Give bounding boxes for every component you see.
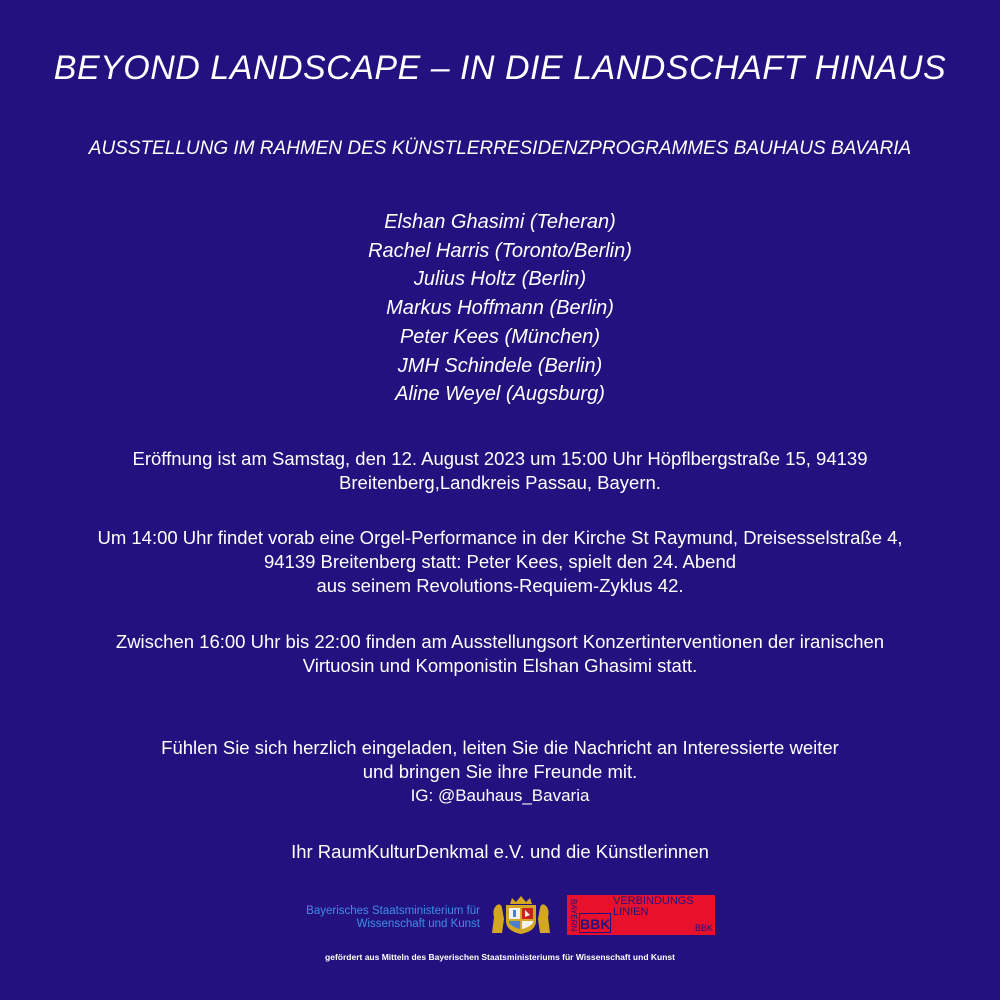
concerts-line: Virtuosin und Komponistin Elshan Ghasimi statt.	[302, 655, 698, 676]
artist-item: Julius Holtz (Berlin)	[413, 268, 587, 291]
ministry-line: Bayerisches Staatsministerium für	[306, 905, 480, 917]
bbk-logo	[567, 895, 715, 935]
artist-item: Aline Weyel (Augsburg)	[395, 383, 605, 406]
bbk-sub-label: BBK	[694, 923, 713, 933]
signature: Ihr RaumKulturDenkmal e.V. und die Künstlerinnen	[291, 841, 709, 862]
artist-item: JMH Schindele (Berlin)	[397, 354, 603, 377]
artist-item: Markus Hoffmann (Berlin)	[386, 297, 614, 320]
bbk-side-label: BAYERN	[569, 898, 578, 932]
opening-line: Eröffnung ist am Samstag, den 12. August 2023 um 15:00 Uhr Höpflbergstraße 15, 94139	[132, 448, 868, 469]
artist-item: Peter Kees (München)	[399, 325, 601, 348]
performance-line: aus seinem Revolutions-Requiem-Zyklus 42.	[316, 575, 684, 596]
page-title: BEYOND LANDSCAPE – IN DIE LANDSCHAFT HINAUS	[53, 49, 947, 87]
instagram-handle[interactable]: IG: @Bauhaus_Bavaria	[410, 786, 590, 805]
page-subtitle: AUSSTELLUNG IM RAHMEN DES KÜNSTLERRESIDENZPROGRAMMES BAUHAUS BAVARIA	[88, 138, 912, 159]
bavarian-coat-of-arms-icon	[488, 895, 554, 935]
invitation-paragraph	[0, 736, 1000, 808]
performance-paragraph	[0, 526, 1000, 598]
bbk-title-line: LINIEN	[613, 906, 649, 918]
sponsor-logos	[0, 895, 1000, 937]
bbk-logo-mark: BBK	[579, 913, 611, 933]
concerts-line: Zwischen 16:00 Uhr bis 22:00 finden am Ausstellungsort Konzertinterventionen der iranischen	[115, 631, 885, 652]
opening-line: Breitenberg,Landkreis Passau, Bayern.	[339, 472, 661, 493]
bbk-title	[613, 896, 715, 918]
ministry-logo-text	[270, 905, 480, 931]
ministry-line: Wissenschaft und Kunst	[356, 918, 480, 930]
artist-item: Rachel Harris (Toronto/Berlin)	[368, 239, 632, 262]
artist-item: Elshan Ghasimi (Teheran)	[384, 211, 616, 233]
bbk-box	[579, 895, 715, 935]
funding-note: gefördert aus Mitteln des Bayerischen Staatsministeriums für Wissenschaft und Kunst	[325, 952, 675, 962]
performance-line: Um 14:00 Uhr findet vorab eine Orgel-Performance in der Kirche St Raymund, Dreisesselstraße 4,	[97, 527, 903, 548]
artist-list	[0, 208, 1000, 409]
concerts-paragraph	[0, 630, 1000, 678]
performance-line: 94139 Breitenberg statt: Peter Kees, spielt den 24. Abend	[263, 551, 737, 572]
invitation-line: und bringen Sie ihre Freunde mit.	[362, 761, 638, 782]
bbk-title-line: VERBINDUNGS	[613, 895, 694, 907]
opening-paragraph	[0, 447, 1000, 495]
invitation-line: Fühlen Sie sich herzlich eingeladen, leiten Sie die Nachricht an Interessierte weiter	[161, 737, 839, 758]
